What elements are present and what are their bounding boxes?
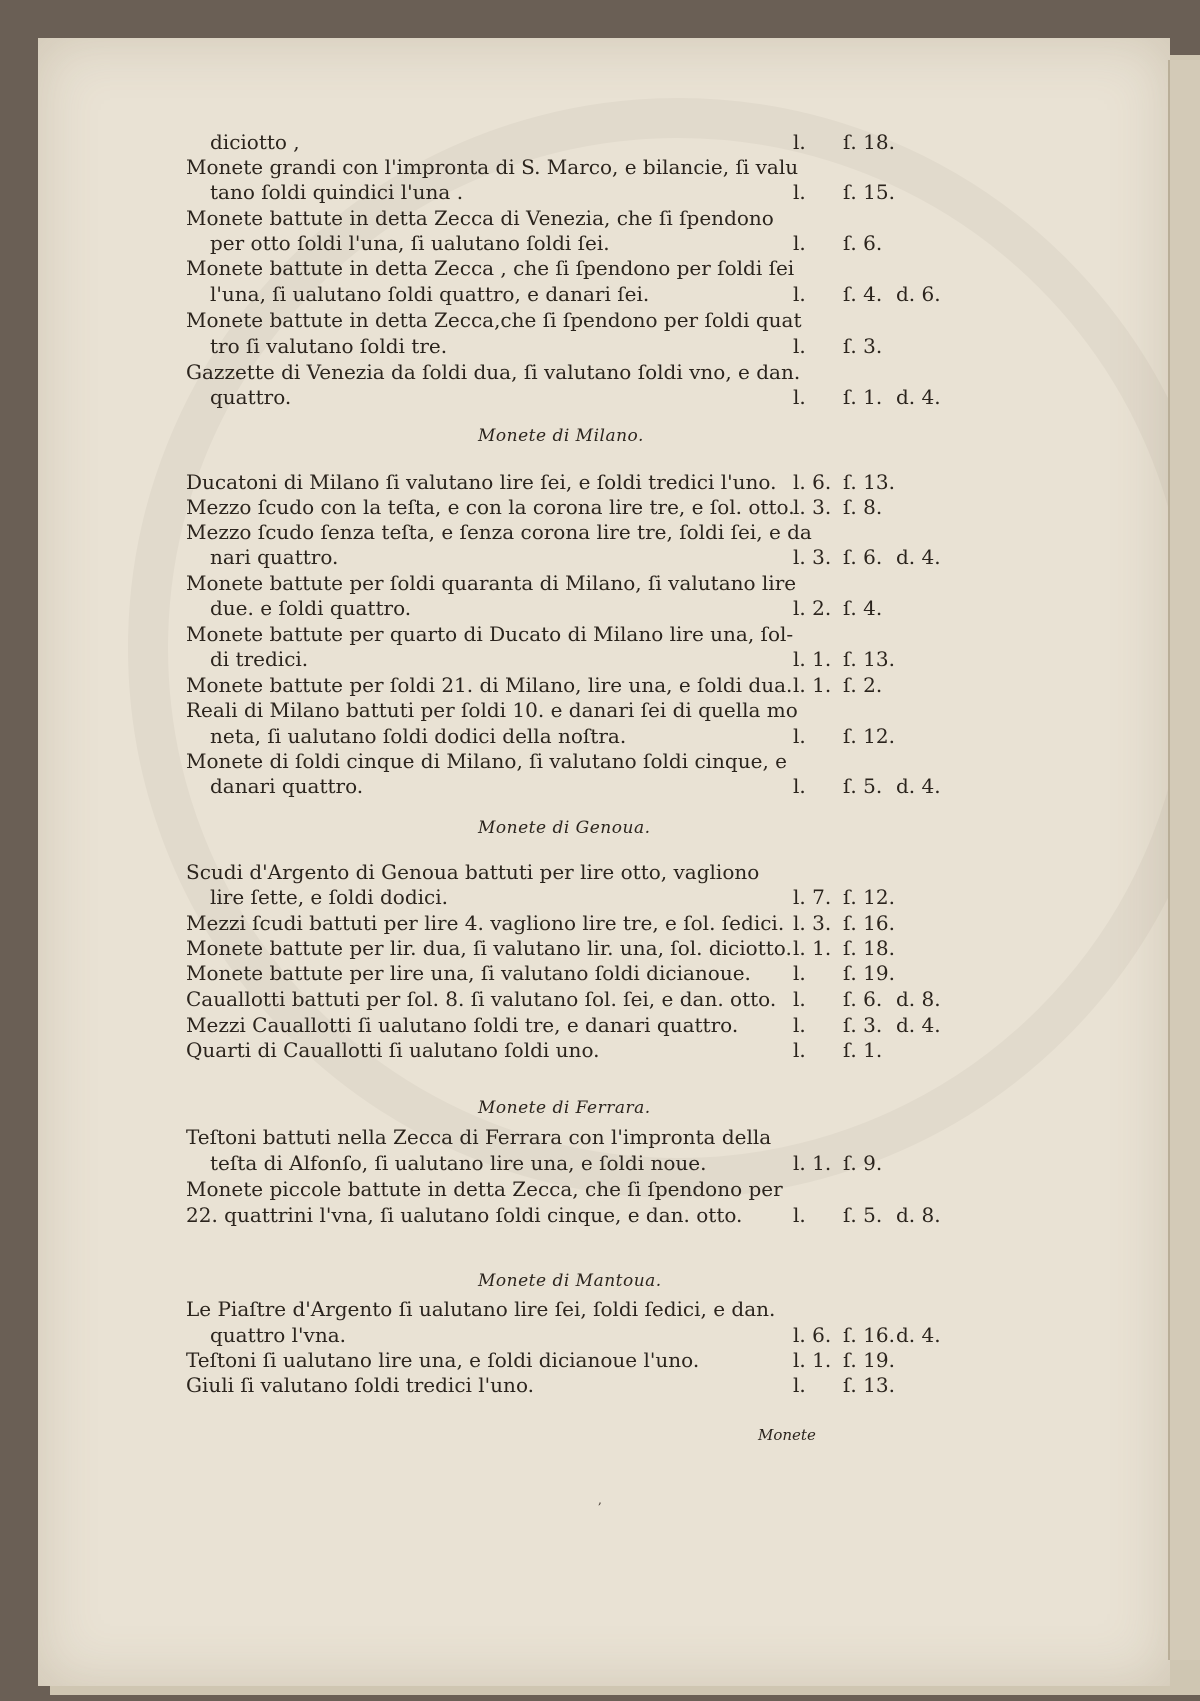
coin-entry-line (38, 671, 1138, 699)
soldi-value: ſ. 12. (843, 724, 895, 748)
entry-text: neta, ſi ualutano ſoldi dodici della noſtra. (210, 724, 627, 748)
coin-entry-line (38, 620, 1138, 648)
coin-entry-line (38, 1346, 1138, 1374)
section-heading: Monete di Mantoua. (478, 1271, 662, 1291)
coin-entry-line (38, 747, 1138, 775)
soldi-value: ſ. 1. (843, 1038, 883, 1062)
lire-value: l. 2. (793, 596, 832, 620)
coin-entry-line (38, 909, 1138, 937)
entry-text: Monete battute in detta Zecca , che ſi ſpendono per ſoldi ſei (186, 256, 795, 280)
entry-text: Cauallotti battuti per ſol. 8. ſi valutano ſol. ſei, e dan. otto. (186, 987, 777, 1011)
entry-text: Monete grandi con l'impronta di S. Marco, e bilancie, ſi valu (186, 155, 799, 179)
soldi-value: ſ. 18. (843, 936, 895, 960)
entry-text: due. e ſoldi quattro. (210, 596, 412, 620)
coin-entry-line (38, 1011, 1138, 1039)
lire-value: l. 3. (793, 911, 832, 935)
denari-value: d. 4. (896, 1323, 941, 1347)
coin-entry-line (38, 645, 1138, 673)
page-content (38, 38, 1170, 1686)
soldi-value: ſ. 5. (843, 774, 883, 798)
entry-text: Mezzi ſcudi battuti per lire 4. vagliono lire tre, e ſol. ſedici. (186, 911, 785, 935)
coin-entry-line (38, 1371, 1138, 1399)
soldi-value: ſ. 2. (843, 673, 883, 697)
book-page (38, 38, 1170, 1686)
coin-entry-line (38, 306, 1138, 334)
denari-value: d. 4. (896, 1013, 941, 1037)
lire-value: l. (793, 180, 806, 204)
soldi-value: ſ. 3. (843, 334, 883, 358)
entry-text: Le Piaſtre d'Argento ſi ualutano lire ſei, ſoldi ſedici, e dan. (186, 1297, 776, 1321)
lire-value: l. 1. (793, 647, 832, 671)
soldi-value: ſ. 9. (843, 1151, 883, 1175)
section-heading: Monete di Milano. (478, 426, 644, 446)
lire-value: l. (793, 1038, 806, 1062)
coin-entry-line (38, 229, 1138, 257)
coin-entry-line (38, 1123, 1138, 1151)
lire-value: l. (793, 282, 806, 306)
soldi-value: ſ. 19. (843, 1348, 895, 1372)
entry-text: tro ſi valutano ſoldi tre. (210, 334, 448, 358)
soldi-value: ſ. 8. (843, 495, 883, 519)
entry-text: Quarti di Cauallotti ſi ualutano ſoldi uno. (186, 1038, 600, 1062)
entry-text: Teſtoni ſi ualutano lire una, e ſoldi dicianoue l'uno. (186, 1348, 700, 1372)
coin-entry-line (38, 518, 1138, 546)
soldi-value: ſ. 13. (843, 470, 895, 494)
entry-text: diciotto , (210, 130, 300, 154)
soldi-value: ſ. 1. (843, 385, 883, 409)
coin-entry-line (38, 468, 1138, 496)
coin-entry-line (38, 858, 1138, 886)
lire-value: l. (793, 334, 806, 358)
lire-value: l. (793, 987, 806, 1011)
entry-text: Reali di Milano battuti per ſoldi 10. e danari ſei di quella mo (186, 698, 798, 722)
coin-entry-line (38, 543, 1138, 571)
entry-text: quattro l'vna. (210, 1323, 346, 1347)
lire-value: l. 6. (793, 470, 832, 494)
entry-text: Mezzo ſcudo con la teſta, e con la corona lire tre, e ſol. otto. (186, 495, 795, 519)
soldi-value: ſ. 16. (843, 1323, 895, 1347)
section-heading: Monete di Genoua. (478, 818, 651, 838)
entry-text: Monete battute in detta Zecca,che ſi ſpendono per ſoldi quat (186, 308, 802, 332)
entry-text: Monete battute in detta Zecca di Venezia, che ſi ſpendono (186, 206, 774, 230)
entry-text: di tredici. (210, 647, 309, 671)
soldi-value: ſ. 15. (843, 180, 895, 204)
denari-value: d. 4. (896, 545, 941, 569)
entry-text: Scudi d'Argento di Genoua battuti per lire otto, vagliono (186, 860, 760, 884)
entry-text: Giuli ſi valutano ſoldi tredici l'uno. (186, 1373, 534, 1397)
soldi-value: ſ. 19. (843, 961, 895, 985)
denari-value: d. 6. (896, 282, 941, 306)
coin-entry-line (38, 985, 1138, 1013)
section-heading: Monete di Ferrara. (478, 1098, 651, 1118)
entry-text: Monete battute per ſoldi 21. di Milano, lire una, e ſoldi dua. (186, 673, 793, 697)
entry-text: Monete piccole battute in detta Zecca, che ſi ſpendono per (186, 1177, 783, 1201)
lire-value: l. (793, 1013, 806, 1037)
denari-value: d. 4. (896, 774, 941, 798)
coin-entry-line (38, 959, 1138, 987)
lire-value: l. 3. (793, 545, 832, 569)
soldi-value: ſ. 12. (843, 885, 895, 909)
soldi-value: ſ. 13. (843, 1373, 895, 1397)
coin-entry-line (38, 254, 1138, 282)
entry-text: 22. quattrini l'vna, ſi ualutano ſoldi cinque, e dan. otto. (186, 1203, 743, 1227)
entry-text: per otto ſoldi l'una, ſi ualutano ſoldi ſei. (210, 231, 610, 255)
entry-text: Mezzi Cauallotti ſi ualutano ſoldi tre, e danari quattro. (186, 1013, 739, 1037)
entry-text: Mezzo ſcudo ſenza teſta, e ſenza corona lire tre, ſoldi ſei, e da (186, 520, 812, 544)
entry-text: Teſtoni battuti nella Zecca di Ferrara con l'impronta della (186, 1125, 772, 1149)
coin-entry-line (38, 569, 1138, 597)
soldi-value: ſ. 13. (843, 647, 895, 671)
lire-value: l. (793, 961, 806, 985)
coin-entry-line (38, 493, 1138, 521)
entry-text: lire ſette, e ſoldi dodici. (210, 885, 448, 909)
lire-value: l. 6. (793, 1323, 832, 1347)
coin-entry-line (38, 178, 1138, 206)
entry-text: Monete di ſoldi cinque di Milano, ſi valutano ſoldi cinque, e (186, 749, 788, 773)
coin-entry-line (38, 358, 1138, 386)
entry-text: Monete battute per quarto di Ducato di Milano lire una, ſol- (186, 622, 794, 646)
coin-entry-line (38, 722, 1138, 750)
entry-text: teſta di Alfonſo, ſi ualutano lire una, e ſoldi noue. (210, 1151, 707, 1175)
coin-entry-line (38, 1201, 1138, 1229)
coin-entry-line (38, 1321, 1138, 1349)
coin-entry-line (38, 934, 1138, 962)
coin-entry-line (38, 772, 1138, 800)
entry-text: Ducatoni di Milano ſi valutano lire ſei, e ſoldi tredici l'uno. (186, 470, 777, 494)
coin-entry-line (38, 128, 1138, 156)
lire-value: l. 1. (793, 936, 832, 960)
soldi-value: ſ. 6. (843, 545, 883, 569)
lire-value: l. 7. (793, 885, 832, 909)
entry-text: Monete battute per ſoldi quaranta di Milano, ſi valutano lire (186, 571, 797, 595)
lire-value: l. (793, 774, 806, 798)
lire-value: l. 1. (793, 673, 832, 697)
lire-value: l. (793, 1373, 806, 1397)
coin-entry-line (38, 594, 1138, 622)
entry-text: l'una, ſi ualutano ſoldi quattro, e danari ſei. (210, 282, 650, 306)
lire-value: l. 3. (793, 495, 832, 519)
entry-text: Monete battute per lir. dua, ſi valutano lir. una, ſol. diciotto. (186, 936, 792, 960)
denari-value: d. 4. (896, 385, 941, 409)
denari-value: d. 8. (896, 1203, 941, 1227)
coin-entry-line (38, 696, 1138, 724)
soldi-value: ſ. 16. (843, 911, 895, 935)
coin-entry-line (38, 332, 1138, 360)
coin-entry-line (38, 1149, 1138, 1177)
entry-text: Monete battute per lire una, ſi valutano ſoldi dicianoue. (186, 961, 751, 985)
lire-value: l. (793, 1203, 806, 1227)
denari-value: d. 8. (896, 987, 941, 1011)
soldi-value: ſ. 3. (843, 1013, 883, 1037)
catchword: Monete (758, 1426, 816, 1444)
soldi-value: ſ. 6. (843, 231, 883, 255)
coin-entry-line (38, 280, 1138, 308)
lire-value: l. (793, 724, 806, 748)
adjacent-page-edge (1168, 60, 1200, 1660)
coin-entry-line (38, 153, 1138, 181)
soldi-value: ſ. 6. (843, 987, 883, 1011)
coin-entry-line (38, 883, 1138, 911)
entry-text: quattro. (210, 385, 292, 409)
entry-text: danari quattro. (210, 774, 364, 798)
coin-entry-line (38, 1036, 1138, 1064)
soldi-value: ſ. 4. (843, 282, 883, 306)
lire-value: l. (793, 130, 806, 154)
lire-value: l. 1. (793, 1151, 832, 1175)
entry-text: nari quattro. (210, 545, 339, 569)
coin-entry-line (38, 204, 1138, 232)
coin-entry-line (38, 1175, 1138, 1203)
lire-value: l. (793, 231, 806, 255)
lire-value: l. (793, 385, 806, 409)
entry-text: Gazzette di Venezia da ſoldi dua, ſi valutano ſoldi vno, e dan. (186, 360, 801, 384)
coin-entry-line (38, 1295, 1138, 1323)
soldi-value: ſ. 4. (843, 596, 883, 620)
lire-value: l. 1. (793, 1348, 832, 1372)
soldi-value: ſ. 18. (843, 130, 895, 154)
entry-text: tano ſoldi quindici l'una . (210, 180, 464, 204)
soldi-value: ſ. 5. (843, 1203, 883, 1227)
coin-entry-line (38, 383, 1138, 411)
page-mark: , (598, 1493, 602, 1507)
